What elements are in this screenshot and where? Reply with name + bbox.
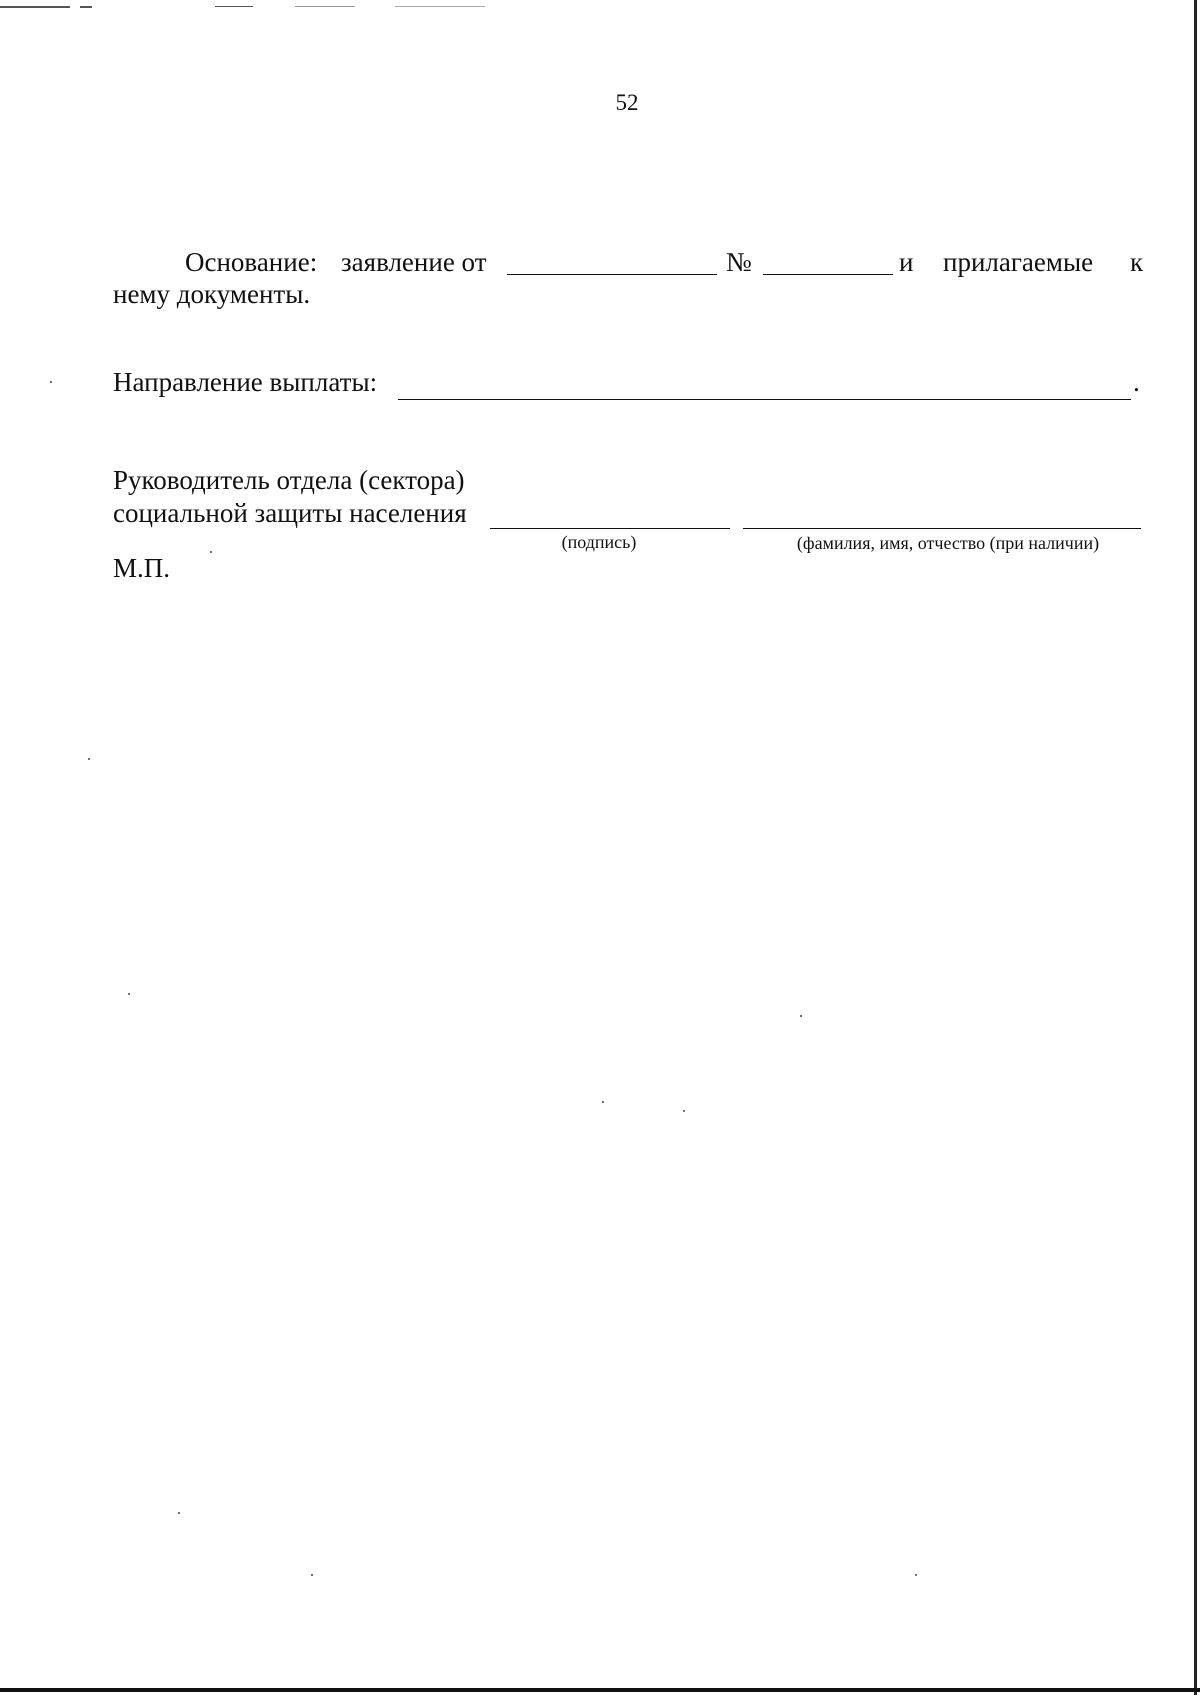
scan-speck xyxy=(602,1101,604,1103)
scan-edge-mark xyxy=(0,6,70,8)
basis-line2: нему документы. xyxy=(113,279,311,309)
scan-speck xyxy=(178,1512,180,1514)
scan-edge-mark xyxy=(215,6,253,7)
scan-edge-mark xyxy=(80,6,92,8)
application-date-field[interactable] xyxy=(507,274,717,275)
scan-right-border xyxy=(1194,0,1197,1695)
basis-to: к xyxy=(1130,247,1144,277)
signature-field[interactable] xyxy=(490,528,730,529)
basis-attached: прилагаемые xyxy=(943,247,1094,277)
scan-speck xyxy=(800,1015,802,1017)
scan-speck xyxy=(915,1574,917,1576)
head-title-line1: Руководитель отдела (сектора) xyxy=(113,465,465,495)
page-number: 52 xyxy=(615,90,639,115)
full-name-field[interactable] xyxy=(743,528,1141,529)
scan-speck xyxy=(683,1110,685,1112)
payment-direction-end: . xyxy=(1133,367,1140,397)
scan-bottom-border xyxy=(0,1688,1200,1692)
signature-caption: (подпись) xyxy=(561,532,637,552)
full-name-caption: (фамилия, имя, отчество (при наличии) xyxy=(796,533,1100,553)
basis-and: и xyxy=(899,247,914,277)
scan-speck xyxy=(128,993,130,995)
head-title-line2: социальной защиты населения xyxy=(113,498,467,528)
application-number-field[interactable] xyxy=(763,274,893,275)
scan-speck xyxy=(88,758,90,760)
seal-mark: М.П. xyxy=(113,553,171,583)
payment-direction-label: Направление выплаты: xyxy=(113,367,378,397)
basis-statement-from: заявление от xyxy=(341,247,487,277)
payment-direction-field[interactable] xyxy=(398,399,1131,400)
scan-speck xyxy=(50,381,52,383)
scan-speck xyxy=(311,1574,313,1576)
scan-edge-mark xyxy=(295,6,355,7)
scan-speck xyxy=(210,551,212,553)
basis-label: Основание: xyxy=(185,247,318,277)
number-sign: № xyxy=(726,247,752,277)
scan-edge-mark xyxy=(395,6,485,7)
